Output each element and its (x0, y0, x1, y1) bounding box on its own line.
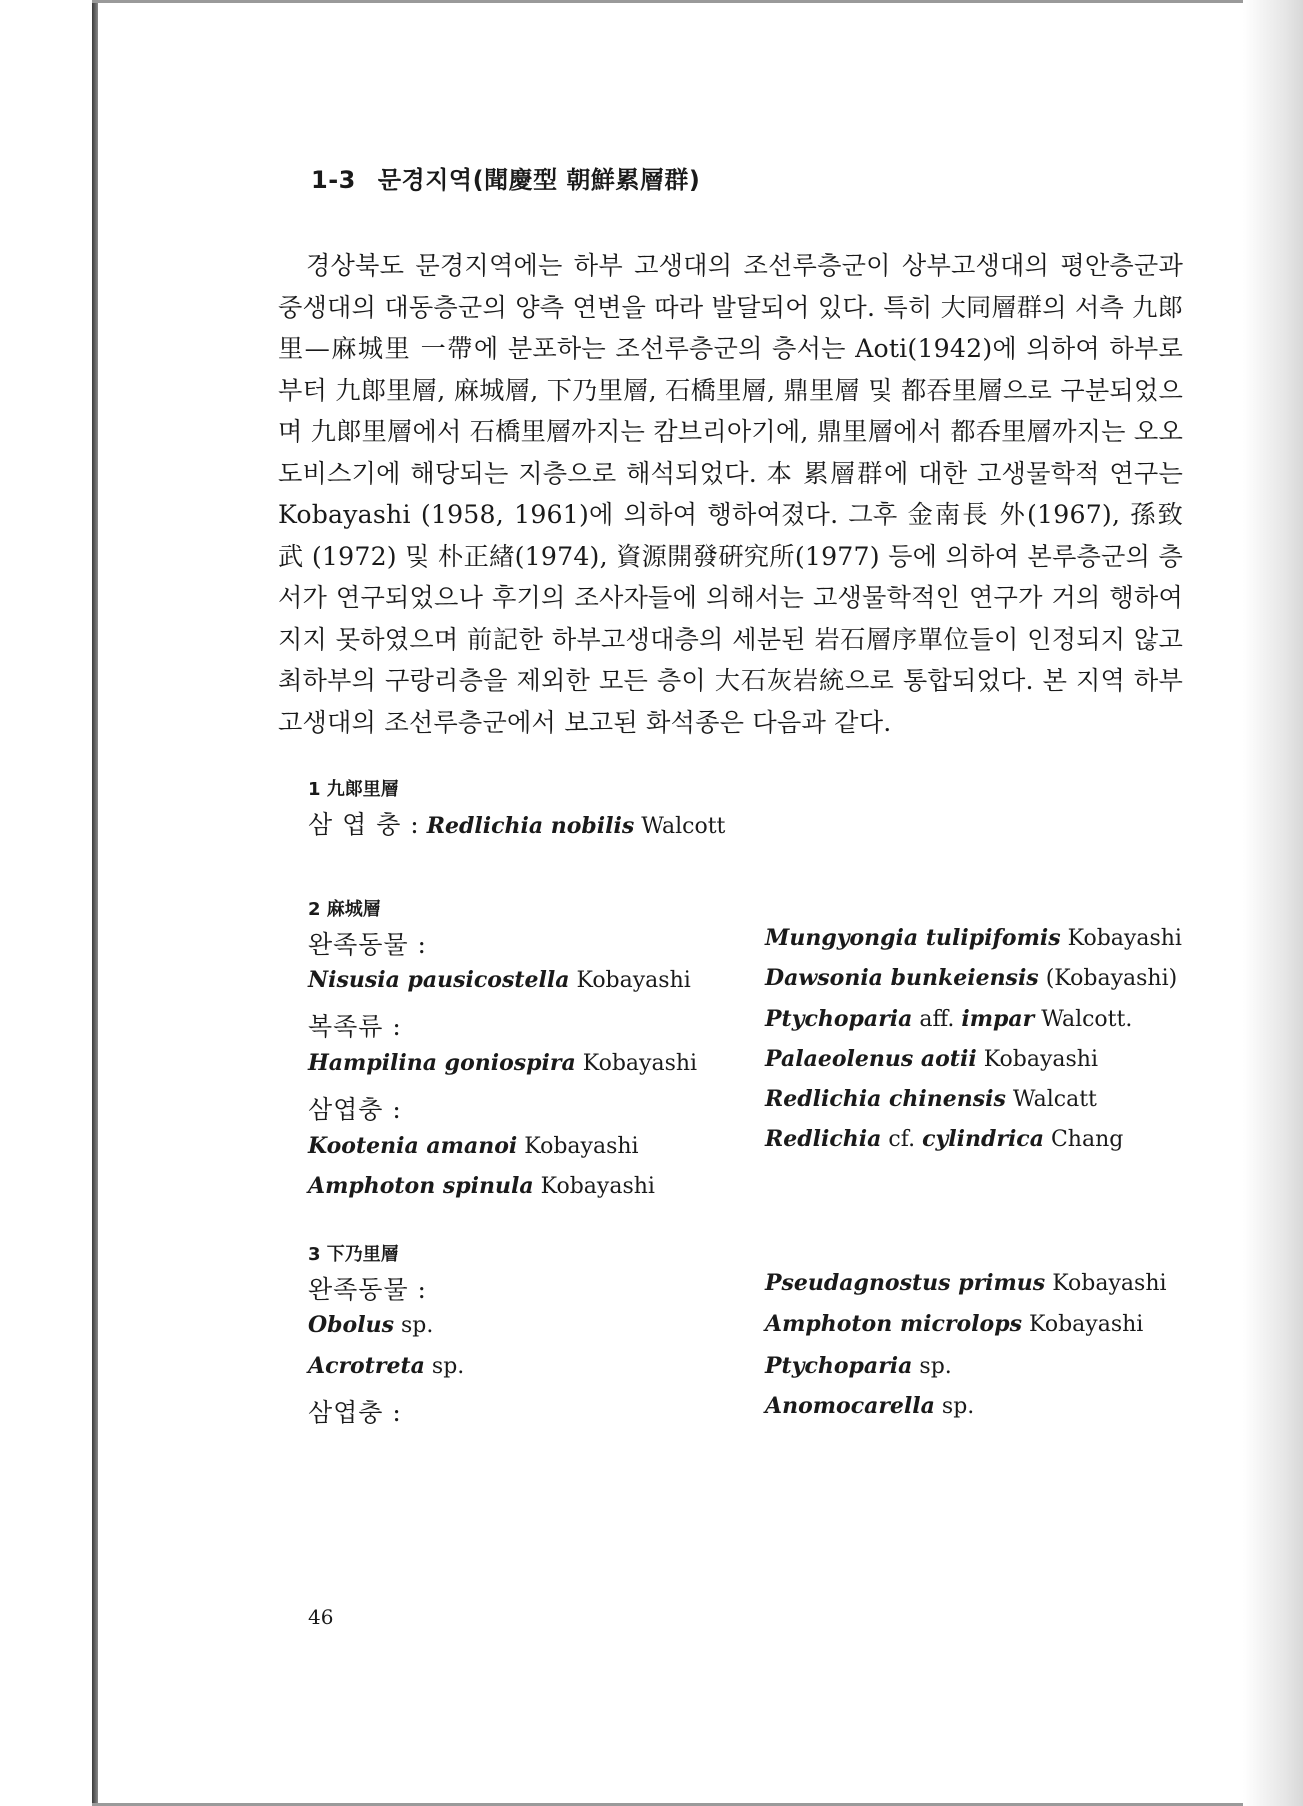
fossil-entry (765, 965, 1177, 991)
fossil-entry (765, 1006, 1132, 1032)
fossil-group-label: 삼엽충 : (308, 1095, 402, 1124)
fossil-entry (308, 1353, 464, 1379)
species-author: Chang (1050, 1127, 1124, 1152)
species-name: Mungyongia tulipifomis (765, 925, 1061, 951)
species-author: Kobayashi (582, 1051, 698, 1076)
species-author: Kobayashi (540, 1174, 655, 1199)
page-binding-edge (92, 0, 98, 1806)
fossil-group-label: 삼엽충 : (308, 1398, 402, 1427)
species-author: Walcott. (1041, 1007, 1133, 1032)
fossil-entry (765, 1353, 952, 1379)
fossil-group-label: 완족동물 : (308, 1275, 427, 1304)
species-name: Palaeolenus aotii (765, 1046, 977, 1072)
species-qualifier: aff. (919, 1007, 955, 1032)
species-name: Redlichia (765, 1126, 882, 1152)
species-name: Amphoton microlops (765, 1311, 1022, 1337)
fossil-entry (308, 1173, 655, 1199)
fossil-entry (308, 805, 725, 841)
fossil-group-label: 복족류 : (308, 1012, 402, 1041)
fossil-entry (765, 1270, 1167, 1296)
section-number: 1-3 (311, 166, 356, 194)
species-author: Kobayashi (1029, 1312, 1144, 1337)
species-author: Kobayashi (576, 968, 691, 993)
fossil-entry (308, 967, 691, 993)
section-2-title: 2 麻城層 (308, 899, 381, 920)
fossil-group-label: 삼 엽 충 : (308, 810, 420, 839)
fossil-entry (308, 1050, 697, 1076)
species-author: Walcatt (1012, 1087, 1097, 1112)
section-title: 문경지역(聞慶型 朝鮮累層群) (377, 166, 701, 194)
fossil-entry (765, 1393, 974, 1419)
fossil-entry (765, 925, 1182, 951)
species-name: Amphoton spinula (308, 1173, 534, 1199)
section-1 (278, 775, 1183, 875)
species-name: Obolus (308, 1312, 394, 1338)
species-author: (Kobayashi) (1045, 966, 1178, 991)
species-epithet: cylindrica (922, 1126, 1044, 1152)
species-qualifier: cf. (888, 1127, 916, 1152)
fossil-group-label: 완족동물 : (308, 930, 427, 959)
fossil-entry (765, 1126, 1123, 1152)
document-body (278, 160, 1183, 1440)
section-1-title: 1 九郞里層 (308, 779, 399, 800)
section-heading (311, 160, 1183, 195)
page-right-shadow (1243, 0, 1303, 1806)
species-name: Nisusia pausicostella (308, 967, 570, 993)
species-name: Kootenia amanoi (308, 1133, 518, 1159)
species-name: Dawsonia bunkeiensis (765, 965, 1039, 991)
species-name: Redlichia chinensis (765, 1086, 1006, 1112)
fossil-entry (765, 1046, 1098, 1072)
fossil-entry (308, 1312, 433, 1338)
section-2 (278, 895, 1183, 1240)
species-author: Kobayashi (1052, 1271, 1167, 1296)
page-top-edge (92, 0, 1303, 3)
species-epithet: impar (961, 1006, 1035, 1032)
species-name: Ptychoparia (765, 1353, 913, 1379)
section-3 (278, 1240, 1183, 1440)
species-author: sp. (941, 1394, 975, 1419)
fossil-entry (765, 1086, 1097, 1112)
species-name: Ptychoparia (765, 1006, 913, 1032)
species-author: Kobayashi (1067, 926, 1182, 951)
species-name: Hampilina goniospira (308, 1050, 576, 1076)
species-name: Redlichia nobilis (426, 813, 635, 839)
species-name: Anomocarella (765, 1393, 935, 1419)
paragraph-text: 경상북도 문경지역에는 하부 고생대의 조선루층군이 상부고생대의 평안층군과 중생대의 대동층군의 양측 연변을 따라 발달되어 있다. 특히 大同層群의 서측 九郞里—麻城里 一帶에 분포하는 조선루층군의 층서는 Aoti(1942)에 의하여 하부로부터 九郞里層, 麻城層, 下乃里層, 石橋里層, 鼎里層 및 都吞里層으로 구분되었으며 九郞里層에서 石橋里層까지는 캄브리아기에, 鼎里層에서 都呑里層까지는 오오도비스기에 해당되는 지층으로 해석되었다. 本 累層群에 대한 고생물학적 연구는 Kobayashi (1958, 1961)에 의하여 행하여졌다. 그후 金南長 外(1967), 孫致武 (1972) 및 朴正緖(1974), 資源開發硏究所(1977) 등에 의하여 본루층군의 층서가 연구되었으나 후기의 조사자들에 의해서는 고생물학적인 연구가 거의 행하여지지 못하였으며 前記한 하부고생대층의 세분된 岩石層序單位들이 인정되지 않고 최하부의 구랑리층을 제외한 모든 층이 大石灰岩統으로 통합되었다. 본 지역 하부 고생대의 조선루층군에서 보고된 화석종은 다음과 같다. (278, 251, 1184, 737)
species-author: Walcott (641, 814, 726, 839)
species-author: sp. (431, 1354, 465, 1379)
species-author: sp. (400, 1313, 434, 1338)
species-author: Kobayashi (983, 1047, 1099, 1072)
body-paragraph (278, 245, 1183, 743)
page-number: 46 (308, 1605, 334, 1629)
section-3-title: 3 下乃里層 (308, 1244, 399, 1265)
fossil-entry (308, 1133, 639, 1159)
fossil-entry (765, 1311, 1143, 1337)
species-name: Pseudagnostus primus (765, 1270, 1046, 1296)
species-name: Acrotreta (308, 1353, 425, 1379)
species-author: sp. (919, 1354, 952, 1379)
species-author: Kobayashi (524, 1134, 639, 1159)
